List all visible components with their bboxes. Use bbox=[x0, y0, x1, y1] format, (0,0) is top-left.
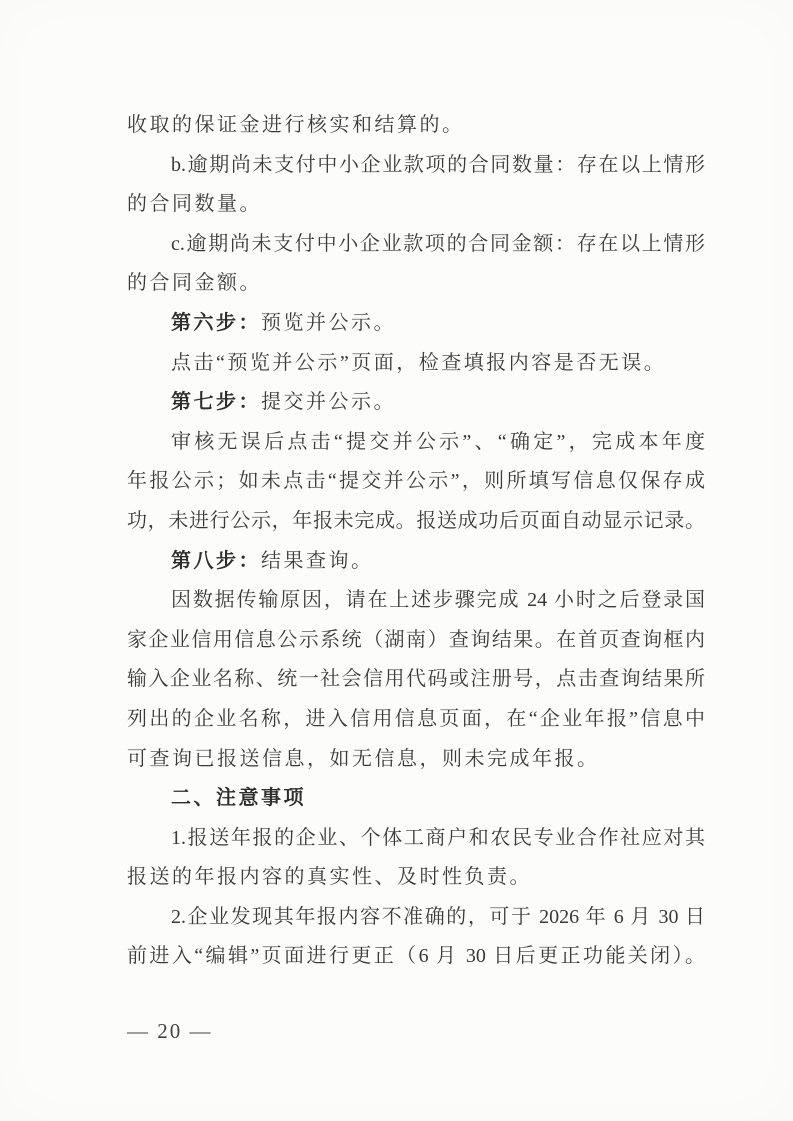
page-number: — 20 — bbox=[127, 1019, 213, 1043]
text-line bbox=[127, 304, 705, 344]
line-text: 结果查询。 bbox=[261, 549, 374, 572]
line-text: 预览并公示。 bbox=[261, 311, 396, 334]
text-line bbox=[127, 779, 705, 819]
line-text: 2.企业发现其年报内容不准确的，可于 2026 年 6 月 30 日 bbox=[171, 905, 705, 928]
text-line bbox=[127, 937, 705, 977]
line-text: 前进入“编辑”页面进行更正（6 月 30 日后更正功能关闭）。 bbox=[127, 945, 705, 968]
step-label: 二、注意事项 bbox=[171, 787, 306, 810]
text-line bbox=[127, 700, 705, 740]
text-line bbox=[127, 542, 705, 582]
text-line bbox=[127, 185, 705, 225]
text-line bbox=[127, 146, 705, 186]
line-text: 可查询已报送信息，如无信息，则未完成年报。 bbox=[127, 747, 600, 770]
line-text: 功，未进行公示，年报未完成。报送成功后页面自动显示记录。 bbox=[127, 509, 705, 532]
line-text: 的合同金额。 bbox=[127, 272, 262, 295]
line-text: 审核无误后点击“提交并公示”、“确定”，完成本年度 bbox=[171, 430, 705, 453]
line-text: 提交并公示。 bbox=[261, 391, 396, 414]
line-text: 1.报送年报的企业、个体工商户和农民专业合作社应对其 bbox=[171, 826, 705, 849]
line-text: c.逾期尚未支付中小企业款项的合同金额：存在以上情形 bbox=[171, 232, 705, 255]
text-line bbox=[127, 898, 705, 938]
step-label: 第六步： bbox=[171, 311, 261, 334]
text-line bbox=[127, 106, 705, 146]
text-line bbox=[127, 264, 705, 304]
line-text: 家企业信用信息公示系统（湖南）查询结果。在首页查询框内 bbox=[127, 628, 705, 651]
text-block bbox=[127, 106, 705, 977]
text-line bbox=[127, 225, 705, 265]
line-text: 列出的企业名称，进入信用信息页面，在“企业年报”信息中 bbox=[127, 707, 705, 730]
text-line bbox=[127, 819, 705, 859]
text-line bbox=[127, 462, 705, 502]
text-line bbox=[127, 621, 705, 661]
step-label: 第七步： bbox=[171, 391, 261, 414]
line-text: 收取的保证金进行核实和结算的。 bbox=[127, 114, 465, 136]
line-text: 报送的年报内容的真实性、及时性负责。 bbox=[127, 866, 532, 889]
line-text: 因数据传输原因，请在上述步骤完成 24 小时之后登录国 bbox=[171, 589, 705, 612]
line-text: 的合同数量。 bbox=[127, 193, 262, 216]
line-text: b.逾期尚未支付中小企业款项的合同数量：存在以上情形 bbox=[171, 153, 705, 176]
text-line bbox=[127, 660, 705, 700]
line-text: 点击“预览并公示”页面，检查填报内容是否无误。 bbox=[171, 351, 667, 374]
text-line bbox=[127, 502, 705, 542]
line-text: 年报公示；如未点击“提交并公示”，则所填写信息仅保存成 bbox=[127, 470, 705, 493]
text-line bbox=[127, 858, 705, 898]
step-label: 第八步： bbox=[171, 549, 261, 572]
text-line bbox=[127, 740, 705, 780]
text-line bbox=[127, 383, 705, 423]
text-line bbox=[127, 344, 705, 384]
text-line bbox=[127, 423, 705, 463]
line-text: 输入企业名称、统一社会信用代码或注册号，点击查询结果所 bbox=[127, 668, 705, 691]
text-line bbox=[127, 581, 705, 621]
